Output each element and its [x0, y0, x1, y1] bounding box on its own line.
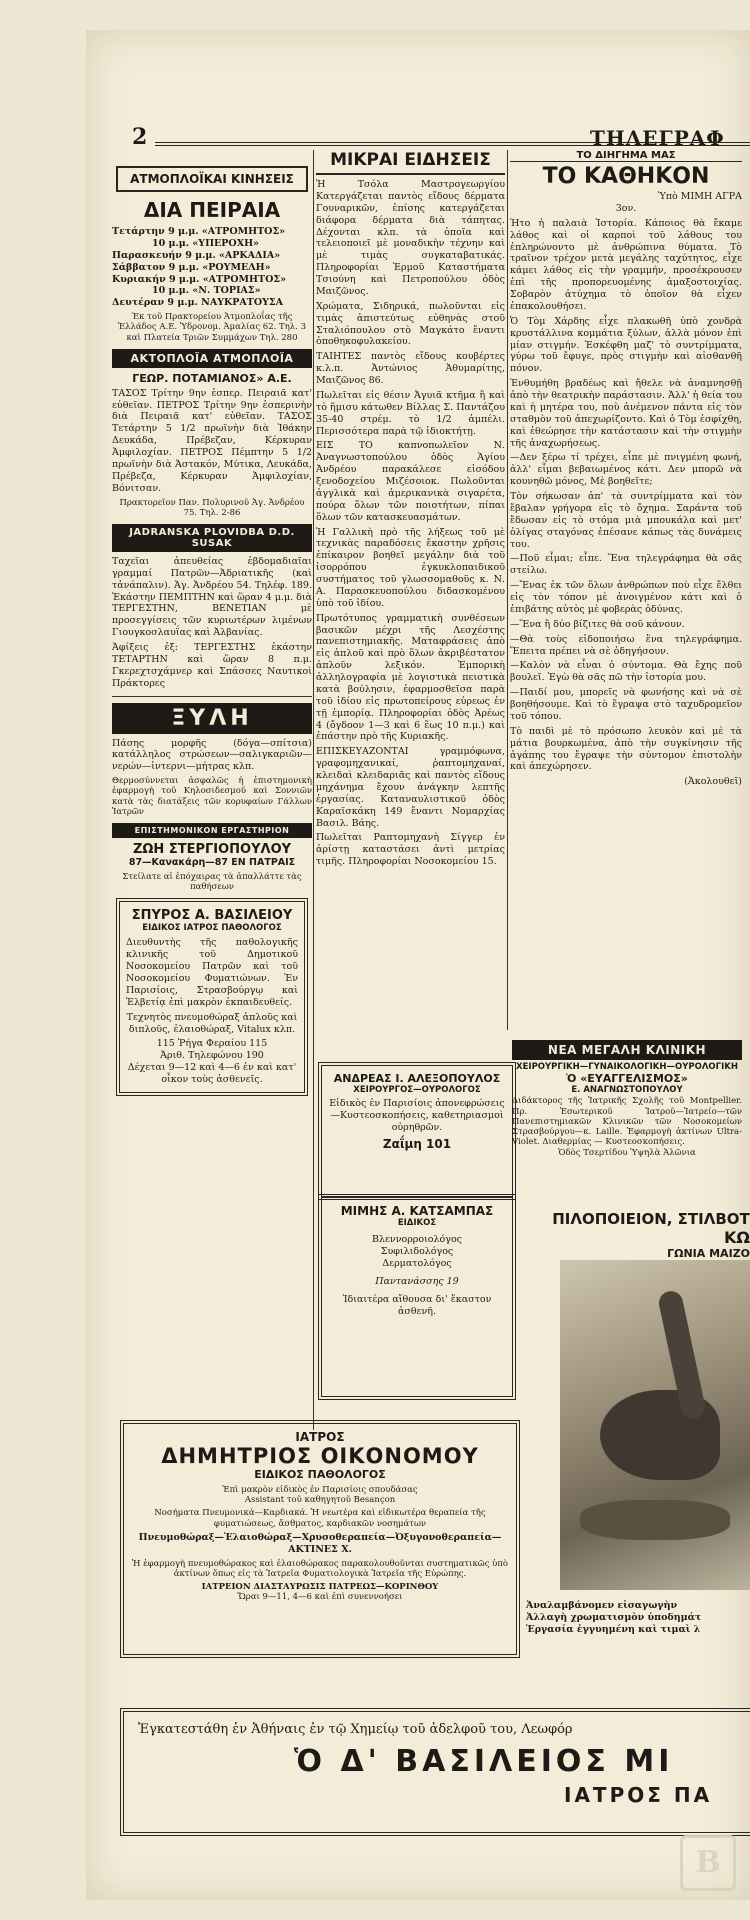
- vasiliou-specialty: ΕΙΔΙΚΟΣ ΙΑΤΡΟΣ ΠΑΘΟΛΟΓΟΣ: [142, 923, 282, 934]
- story-paragraph: Τὸν σήκωσαν ἀπ' τὰ συντρίμματα καὶ τὸν ἔβαλαν γρήγορα εἰς τὸ ὄχημα. Σαράντα τοῦ ἔδωσαν εἰς τὸ στόμα μιὰ μπουκάλα καὶ μετ' ὀλίγας σταγόνας ἐπέσανε κάπως τὰς δυνάμεις του.: [510, 491, 742, 550]
- katsampas-note: Ἰδιαιτέρα αἴθουσα δι' ἕκαστον ἀσθενῆ.: [342, 1293, 492, 1317]
- news-item: Ἡ Γαλλικὴ πρὸ τῆς λήξεως τοῦ μὲ τεχνικὰς παραδόσεις ἔκαστην χρῆσις ἐπίκαιρον βοηθεῖ μεγάλην διὰ τοῦ ἰσορρόπου ἐγκυκλοπαιδικοῦ συστήματος τοῦ γλωσσομαθοῦς κ. Ν. Α. Παρασκευοπούλου διδασκομένου ὑπὸ τοῦ ἰδίου.: [316, 526, 505, 609]
- katsampas-spec: Δερματολόγος: [382, 1257, 452, 1269]
- story-byline: Ὑπὸ ΜΙΜΗ ΑΓΡΑ: [657, 191, 742, 202]
- jadranska-title: JADRANSKA PLOVIDBA D.D. SUSAK: [112, 524, 312, 552]
- library-stamp: Β: [680, 1835, 736, 1891]
- vasileios-ad: [120, 1708, 750, 1836]
- oikonomou-name: ΔΗΜΗΤΡΙΟΣ ΟΙΚΟΝΟΜΟΥ: [161, 1444, 479, 1468]
- story-paragraph: —Καλὸν νὰ εἶναι ὁ σύντομα. Θὰ ἔχης ποῦ βουλεῖ. Ἐγὼ θὰ σᾶς πῶ τὴν ἱστορία μου.: [510, 660, 742, 684]
- vasiliou-text-2: Τεχνητὸς πνευμοθώραξ ἀπλοῦς καὶ διπλοῦς, ἐλαιοθώραξ, Vitalux κλπ.: [126, 1011, 298, 1035]
- kleiniki-text: Διδάκτορος τῆς Ἰατρικῆς Σχολῆς τοῦ Montpellier. Πρ. Ἐσωτερικοῦ Ἰατροῦ—Ἰατρείο—τῶν Πανεπιστημιακῶν Κλινικῶν τῶν Νοσοκομείων Στρασβούργου—κ. Laille. Ἐφαρμογὴ ἀκτίνων Ultra-Violet. Διαθερμίας — Κυστεοσκοπήσεις.: [512, 1096, 742, 1148]
- peiraia-schedule: [112, 226, 312, 309]
- katsampas-name: ΜΙΜΗΣ Α. ΚΑΤΣΑΜΠΑΣ: [340, 1204, 494, 1218]
- oikonomou-kicker: ΙΑΤΡΟΣ: [295, 1430, 345, 1444]
- news-item: Χρώματα, Σιδηρικά, πωλοῦνται εἰς τιμὰς ἀπιστεύτως εὐθηνὰς στοῦ Σταλιόπουλου στὸ Μαγκάτο ἔναντι ὁποθηκοφυλακείου.: [316, 300, 505, 348]
- vasileios-name: Ὁ Δ' ΒΑΣΙΛΕΙΟΣ ΜΙ: [294, 1744, 674, 1780]
- potamianos-title: ΑΚΤΟΠΛΟΪΑ ΑΤΜΟΠΛΟΪΑ: [112, 349, 312, 368]
- top-rule: [155, 142, 750, 146]
- potamianos-agency: Πρακτορεῖον Παν. Πολυρινοῦ Ἀγ. Ἀνδρέου 75. Τηλ. 2-86: [119, 497, 305, 518]
- schedule-line: Σάββατον 9 μ.μ. «ΡΟΥΜΕΛΗ»: [112, 261, 271, 273]
- alexopoulos-name: ΑΝΔΡΕΑΣ Ι. ΑΛΕΞΟΠΟΥΛΟΣ: [333, 1072, 501, 1085]
- alexopoulos-text: Εἰδικὸς ἐν Παρισίοις ἀπονεφρώσεις—Κυστεοσκοπήσεις, καθετηριασμοὶ οὐρηθρῶν.: [329, 1098, 505, 1133]
- story-paragraph: —Θὰ τοὺς εἰδοποιήσω ἕνα τηλεγράφημα. Ἔπειτα πρέπει νὰ σὲ ὁδηγήσουν.: [510, 633, 742, 657]
- story-paragraph: Ὁ Τὸμ Χάρδης εἶχε πλακωθῆ ὑπὸ χονδρὰ κρυστάλλινα κομμάτια ξύλων, ἀλλὰ μόνον ἐπὶ μίαν στιγμήν. Ἐσκέφθη μαζ' τὸ συντρίμματα, γύρω τοῦ ἔφυγε, πρὸς στιγμὴν καὶ αἰσθανθῆ πόνον.: [510, 315, 742, 375]
- alexopoulos-title: ΧΕΙΡΟΥΡΓΟΣ—ΟΥΡΟΛΟΓΟΣ: [353, 1085, 481, 1095]
- oikonomou-line: ΙΑΤΡΕΙΟΝ ΔΙΑΣΤΑΥΡΩΣΙΣ ΠΑΤΡΕΩΣ—ΚΟΡΙΝΘΟΥ: [201, 1581, 439, 1592]
- katsampas-spec: Συφιλιδολόγος: [380, 1246, 454, 1258]
- katsampas-address: Παντανάσσης 19: [375, 1275, 459, 1287]
- oikonomou-line: Πνευμοθώραξ—Ἐλαιοθώραξ—Χρυσοθεραπεία—Ὀξυγονοθεραπεία—ΑΚΤΙΝΕΣ Χ.: [138, 1531, 502, 1555]
- pilopoieion-corner: ΓΩΝΙΑ ΜΑΙΖΟ: [667, 1247, 750, 1260]
- shadow-shape: [580, 1500, 730, 1540]
- zoi-address: 87—Κανακάρη—87 ΕΝ ΠΑΤΡΑΙΣ: [128, 856, 296, 868]
- alexopoulos-address: Ζαΐμη 101: [382, 1136, 452, 1151]
- vasiliou-ad: [116, 898, 308, 1096]
- story-paragraph: —Ποῦ εἶμαι; εἶπε. Ἕνα τηλεγράφημα θὰ σᾶς στείλω.: [510, 553, 742, 577]
- story-paragraph: —Ἕνα ἢ δύο βίζιτες θὰ σοῦ κάνουν.: [510, 618, 685, 630]
- oikonomou-line: Ἡ ἐφαρμογὴ πνευμοθώρακος καὶ ἐλαιοθώρακος παρακολουθοῦνται συστηματικῶς ὑπὸ ἀκτίνων ὅπως εἰς τὰ Ἰατρεῖα Φυματιολογικὰ Ἰατρεῖα τῆς Εὐρώπης.: [131, 1558, 509, 1579]
- katsampas-ad: [318, 1194, 516, 1400]
- story-paragraph: Ἐνθυμήθη βραδέως καὶ ἤθελε νὰ ἀναμνησθῇ ἀπὸ τὴν θεατρικὴν παράστασιν. Ἀλλ' ἡ θεία του καὶ ἡ μητέρα του, ποὺ ἀνέμενον πάντα εἰς τὸν σταθμὸν τοῦ ἀπεχωρίζοντο. Καὶ ὁ Τὸμ ἐσφίχθη, καὶ ἐθεώρησε τὴν κατάστασιν καὶ τὴν στιγμὴν τῆς ἀναχωρήσεως.: [510, 378, 742, 449]
- kleiniki-sub: ΧΕΙΡΟΥΡΓΙΚΗ—ΓΥΝΑΙΚΟΛΟΓΙΚΗ—ΟΥΡΟΛΟΓΙΚΗ: [516, 1062, 738, 1072]
- jadranska-text-2: Ἀφίξεις ἐξ: ΤΕΡΓΕΣΤΗΣ ἑκάστην ΤΕΤΑΡΤΗΝ καὶ ὥραν 8 π.μ. Γκερεχτσχάμνερ καὶ Σπάσσες Ναυτικοὶ Πράκτορες: [112, 642, 312, 689]
- story-paragraph: —Ἔνας ἐκ τῶν ὅλων ἀνθρώπων ποὺ εἶχε ἔλθει εἰς τὸν τόπον μὲ ἀνοιγμένον κάτι καὶ ὁ ἐπιβάτης αὐτὸς μὲ φοβερὰς ὀδύνας.: [510, 580, 742, 615]
- vasiliou-address: 115 Ῥήγα Φεραίου 115: [156, 1038, 268, 1050]
- story-section: 3ον.: [615, 202, 637, 214]
- schedule-line: 10 μ.μ. «Ν. ΤΟΡΙΑΣ»: [152, 285, 261, 297]
- zoi-sub: ΕΠΙΣΤΗΜΟΝΙΚΟΝ ΕΡΓΑΣΤΗΡΙΟΝ: [112, 823, 312, 838]
- kleiniki-address: Ὁδὸς Τσερτίδου Ὑψηλὰ Ἀλῶνια: [558, 1148, 696, 1159]
- page-number: 2: [132, 124, 148, 150]
- therm-text: Θερμοσύννεται ἀσφαλῶς ἡ ἐπιστημονικὴ ἐφαρμογὴ τοῦ Κηλοσιδεσμοῦ καὶ Σοννιῶν κατὰ τὰς διατάξεις τῶν κορυφαίων Γάλλων Ἰατρῶν: [112, 776, 312, 817]
- vasileios-line-1: Ἐγκατεστάθη ἐν Ἀθήναις ἐν τῷ Χημείῳ τοῦ ἀδελφοῦ του, Λεωφόρ: [138, 1722, 573, 1737]
- column-rule: [313, 150, 314, 1430]
- mikres-eidiseis-title: ΜΙΚΡΑΙ ΕΙΔΗΣΕΙΣ: [316, 150, 505, 175]
- kleiniki-owner: Ε. ΑΝΑΓΝΩΣΤΟΠΟΥΛΟΥ: [571, 1085, 683, 1096]
- vasiliou-name: ΣΠΥΡΟΣ Α. ΒΑΣΙΛΕΙΟΥ: [131, 908, 293, 924]
- kiniseis-title: ΑΤΜΟΠΛΟΪΚΑΙ ΚΙΝΗΣΕΙΣ: [130, 172, 294, 186]
- potamianos-text: ΤΑΣΟΣ Τρίτην 9ην ἑσπερ. Πειραιᾶ κατ' εὐθεῖαν. ΠΕΤΡΟΣ Τρίτην 9ην ἑσπερινὴν διὰ Πειραιᾶ κατ' εὐθεῖαν. ΤΑΣΟΣ Τετάρτην 5 1/2 πρωϊνὴν διὰ Ἰθάκην Δευκάδα, Πρέβεζαν, Κέρκυραν Ἀμφιλοχίαν. ΠΕΤΡΟΣ Πέμπτην 5 1/2 πρωϊνὴν διὰ Ἀστακόν, Μύτικα, Λευκάδα, Πρέβεζα, Κέρκυραν Ἀμφιλοχίαν, Βόνιτσαν.: [112, 387, 312, 494]
- oikonomou-line: Ὥραι 9—11, 4—6 καὶ ἐπὶ συνεννοήσει: [237, 1592, 403, 1603]
- kleiniki-title: ΝΕΑ ΜΕΓΑΛΗ ΚΛΙΝΙΚΗ: [512, 1040, 742, 1060]
- oikonomou-specialty: ΕΙΔΙΚΟΣ ΠΑΘΟΛΟΓΟΣ: [254, 1468, 386, 1481]
- potamianos-sub: ΓΕΩΡ. ΠΟΤΑΜΙΑΝΟΣ» Α.Ε.: [132, 371, 292, 385]
- zoi-note: Στείλατε αἱ ἐπόχαιρας τὰ ἀπαλλάττε τὰς παθήσεων: [122, 871, 302, 892]
- schedule-line: Παρασκευήν 9 μ.μ. «ΑΡΚΑΔΙΑ»: [112, 249, 281, 261]
- news-item: Πρωτότυπος γραμματικὴ συνθέσεων βασικῶν μέχρι τῆς Λεσχέστης πανεπιστημιακῆς. Ματαφράσεις ἀπὸ εἰς ἀπλοῦ καὶ πρὸ ὅλων ἀκριβέστατον ἀπλοῦν λεξικόν. Ἐμπορικὴ ἀλληλογραφία μὲ λογιστικὰ πειστικὰ κατὰ βούλησιν, ἐφαρμοσθεῖσα παρὰ τοῦ ἰδίου εἰς πρωτοπείρους εὐρεως ἐν τῇ ἐμπορίᾳ. Πληροφορίαι ὁδὸς Ἀρέως 4 (ὄγδοον 1—3 καὶ 6 ἕως 10 π.μ.) καὶ ἐπάστην πρὸ τῆς Κυριακῆς.: [316, 612, 505, 743]
- column-3: [510, 150, 742, 1040]
- pilopoieion-line: Ἀλλαγὴ χρωματισμὸν ὑποδημάτ: [526, 1611, 702, 1623]
- story-paragraph: —Παιδί μου, μπορεῖς νὰ φωνήσης καὶ νὰ σὲ βοηθήσουμε. Καὶ τὸ ἔγραψα στὸ ταχυδρομεῖον τοῦ τόπου.: [510, 687, 742, 722]
- divider: [112, 696, 312, 697]
- oikonomou-ad: [120, 1420, 520, 1658]
- story-continued: (Ἀκολουθεῖ): [684, 776, 742, 788]
- story-title: ΤΟ ΚΑΘΗΚΟΝ: [542, 164, 710, 189]
- news-item: ΤΑΙΗΤΕΣ παντὸς εἴδους κουβέρτες κ.λ.π. Ἀντώνιος Ἀθυμαρίτης, Μαιζῶνος 86.: [316, 351, 505, 386]
- column-2: [316, 150, 505, 1000]
- oikonomou-line: Ἐπὶ μακρὸν εἰδικὸς ἐν Παρισίοις σπουδάσας: [222, 1485, 418, 1495]
- katsampas-spec: Βλεννορροιολόγος: [372, 1234, 462, 1246]
- oikonomou-line: Assistant τοῦ καθηγητοῦ Besançon: [244, 1495, 396, 1506]
- news-item: Πωλεῖται Ραπτομηχανὴ Σίγγερ ἐν ἀρίστῃ καταστάσει ἀντὶ μετρίας τιμῆς. Πληροφορίαι Νοσοκομείου 15.: [316, 832, 505, 868]
- story-kicker: ΤΟ ΔΙΗΓΗΜΑ ΜΑΣ: [510, 150, 742, 162]
- schedule-line: Δευτέραν 9 μ.μ. ΝΑΥΚΡΑΤΟΥΣΑ: [112, 297, 283, 309]
- pilopoieion-sub: ΚΩ: [724, 1228, 750, 1247]
- pilopoieion-line: Ἐργασία ἐγγυημένη καὶ τιμαὶ λ: [526, 1623, 701, 1635]
- schedule-line: 10 μ.μ. «ΥΠΕΡΟΧΗ»: [152, 237, 259, 249]
- kiniseis-box: [116, 166, 308, 192]
- pilopoieion-line: Ἀναλαμβάνομεν εἰσαγωγὴν: [526, 1600, 678, 1611]
- masthead: ΤΗΛΕΓΡΑΦ: [590, 126, 725, 150]
- pilopoieion-title: ΠΙΛΟΠΟΙΕΙΟΝ, ΣΤΙΛΒΟΤ: [552, 1210, 750, 1228]
- pilopoieion-header: [552, 1210, 750, 1260]
- schedule-line: Τετάρτην 9 μ.μ. «ΑΤΡΟΜΗΤΟΣ»: [112, 226, 286, 237]
- peiraia-note: Έκ τοῦ Πρακτορείου Ἀτμοπλοΐας τῆς Ἑλλάδος Α.Ε. Ὑδρονομ. Ἀμαλίας 62. Τηλ. 3 καὶ Πλατεία Τριῶν Συμμάχων Τηλ. 280: [118, 312, 306, 343]
- news-item: Πωλεῖται εἰς θέσιν Ἀγυιᾶ κτῆμα ἢ καὶ τὸ ἥμισυ κάτωθεν Βίλλας Σ. Παντάζου 35-40 στρέμ. τὸ 1/2 ἀμπέλι. Περισσότερα παρὰ τῷ ἰδιοκτήτῃ.: [316, 389, 505, 437]
- vasiliou-text: Διευθυντὴς τῆς παθολογικῆς κλινικῆς τοῦ Δημοτικοῦ Νοσοκομείου Πατρῶν καὶ τοῦ Νοσοκομείου Φυματιώνων. Ἐν Παρισίοις, Στρασβούργῳ καὶ Ἑλβετίᾳ ἐπὶ μακρὸν ἐκπαιδευθείς.: [126, 937, 298, 1008]
- news-item: ΕΙΣ ΤΟ καπνοπωλεῖον Ν. Ἀναγνωστοπούλου ὁδὸς Ἁγίου Ἀνδρέου παρακάλεσε εἰσόδου ξενοδοχείου Μιζέσοιοκ. Πωλοῦνται ἀγγλικὰ καὶ ἀμερικανικὰ σιγαρέτα, πούρα ὅλων τῶν ποιοτήτων, πίπαι ὅλων τῶν κατασκευασμάτων.: [316, 440, 505, 523]
- alexopoulos-ad: [318, 1062, 516, 1200]
- story-paragraph: Τὸ παιδὶ μὲ τὸ πρόσωπο λευκὸν καὶ μὲ τὰ μάτια βουρκωμένα, ἀπὸ τὴν συγκίνησιν τῆς ἀγάπης του ἔγραψε τὴν σύντομον ἐπιστολὴν καὶ ἀπεχώρησεν.: [510, 725, 742, 773]
- story-paragraph: —Δεν ξέρω τί τρέχει, εἶπε μὲ πνιγμένη φωνή, ἀλλ' εἶμαι βεβαιωμένος κάτι. Δεν μπορῶ νὰ κουνηθῶ μόνος, Μὲ βοηθεῖτε;: [510, 452, 742, 488]
- vasiliou-hours: Δέχεται 9—12 καὶ 4—6 ἐν καὶ κατ' οἶκον τοὺς ἀσθενεῖς.: [127, 1062, 297, 1085]
- peiraia-title: ΔΙΑ ΠΕΙΡΑΙΑ: [143, 198, 281, 222]
- zoi-name: ΖΩΗ ΣΤΕΡΓΙΟΠΟΥΛΟΥ: [132, 841, 292, 857]
- kleiniki-ad: [512, 1040, 742, 1159]
- jadranska-text: Ταχεῖαι ἀπευθείας ἑβδομαδιαῖαι γραμμαί Πατρῶν—Ἀδριατικῆς (καὶ τἀνάπαλιν). Ἀγ. Ἀνδρέου 54. Τηλέφ. 189. Ἐκάστην ΠΕΜΠΤΗΝ καὶ ὥραν 4 μ.μ. διὰ ΤΕΡΓΕΣΤΗΝ, ΒΕΝΕΤΙΑΝ μὲ προσεγγίσεις τῶν κυριωτέρων λιμένων Γιουγκοσλαυΐας καὶ Ἀλβανίας.: [112, 555, 312, 639]
- news-item: Ἡ Τσόλα Μαστρογεωργίου Κατεργάζεται παντὸς εἴδους δέρματα Γουναρικῶν, ἐπίσης κατεργάζεται διάφορα δέρματα διὰ τάπητας. Δέχονται κλπ. τὰ ὁποῖα καὶ τελειοποιεῖ μὲ μοναδικὴν τέχνην καὶ μὲ τιμὰς συγκαταβατικάς. Πληροφορίαι Ἑρμοῦ Καταστήματα Τσιούνη καὶ Πετροπούλου ὁδὸς Μαιζῶνος.: [316, 179, 505, 297]
- vasileios-title: ΙΑΤΡΟΣ ΠΑ: [564, 1783, 713, 1808]
- kleiniki-name: Ὁ «ΕΥΑΓΓΕΛΙΣΜΟΣ»: [566, 1072, 688, 1086]
- oikonomou-line: Νοσήματα Πνευμονικά—Καρδιακά. Ἡ νεωτέρα καὶ εἰδικωτέρα θεραπεία τῆς φυματιώσεως, ἄσθματος, καρδιακῶν νοσημάτων: [154, 1508, 486, 1529]
- xili-title: ΞΥΛΗ: [112, 703, 312, 734]
- katsampas-sub: ΕΙΔΙΚΟΣ: [397, 1218, 437, 1228]
- news-item: ΕΠΙΣΚΕΥΑΖΟΝΤΑΙ γραμμόφωνα, γραφομηχανικαί, ῥαπτομηχαναί, κλειδαὶ κλειδαριᾶς καὶ παντὸς εἴδους μηχάνημα ἔχουν ἀνάγκην λεπτῆς ἐργασίας. Καταναυλιστικοῦ ὁδὸς Καραϊσκάκη 149 ἔναντι Νομαρχίας Βασιλ. Βάης.: [316, 746, 505, 829]
- vasiliou-phone: Ἀριθ. Τηλεφώνου 190: [160, 1050, 264, 1062]
- xili-text: Πάσης μορφῆς (δόγα—σπίτσια) κατάλληλος στρώσεων—σαλιγκαριῶν—νερών—ἰντερνι—μήτρας κλπ.: [112, 737, 312, 773]
- hat-illustration: [560, 1260, 750, 1590]
- pilopoieion-lines: [526, 1600, 750, 1660]
- column-rule: [507, 150, 508, 1030]
- story-paragraph: Ἡτο ἡ παλαιὰ Ἱστορία. Κάποιος θὰ ἔκαμε λάθος καὶ οἱ καρποὶ τοῦ λάθους του ἐπληρώνοντο μὲ ἀνθρώπινα θύματα. Τὸ τραῖνον τρέχον μετὰ μεγάλης ταχύτητος, εἶχε κάμει λάθος εἰς τὴν γραμμήν, προσέκρουσεν ἐπὶ τῆς προπορευομένης ἁμαξοστοιχίας. Σοβαρὸν ἀτύχημα τὸ ὁποῖον θὰ εἶχεν ἐπακολουθήσει.: [510, 217, 742, 312]
- schedule-line: Κυριακήν 9 μ.μ. «ΑΤΡΟΜΗΤΟΣ»: [112, 273, 287, 285]
